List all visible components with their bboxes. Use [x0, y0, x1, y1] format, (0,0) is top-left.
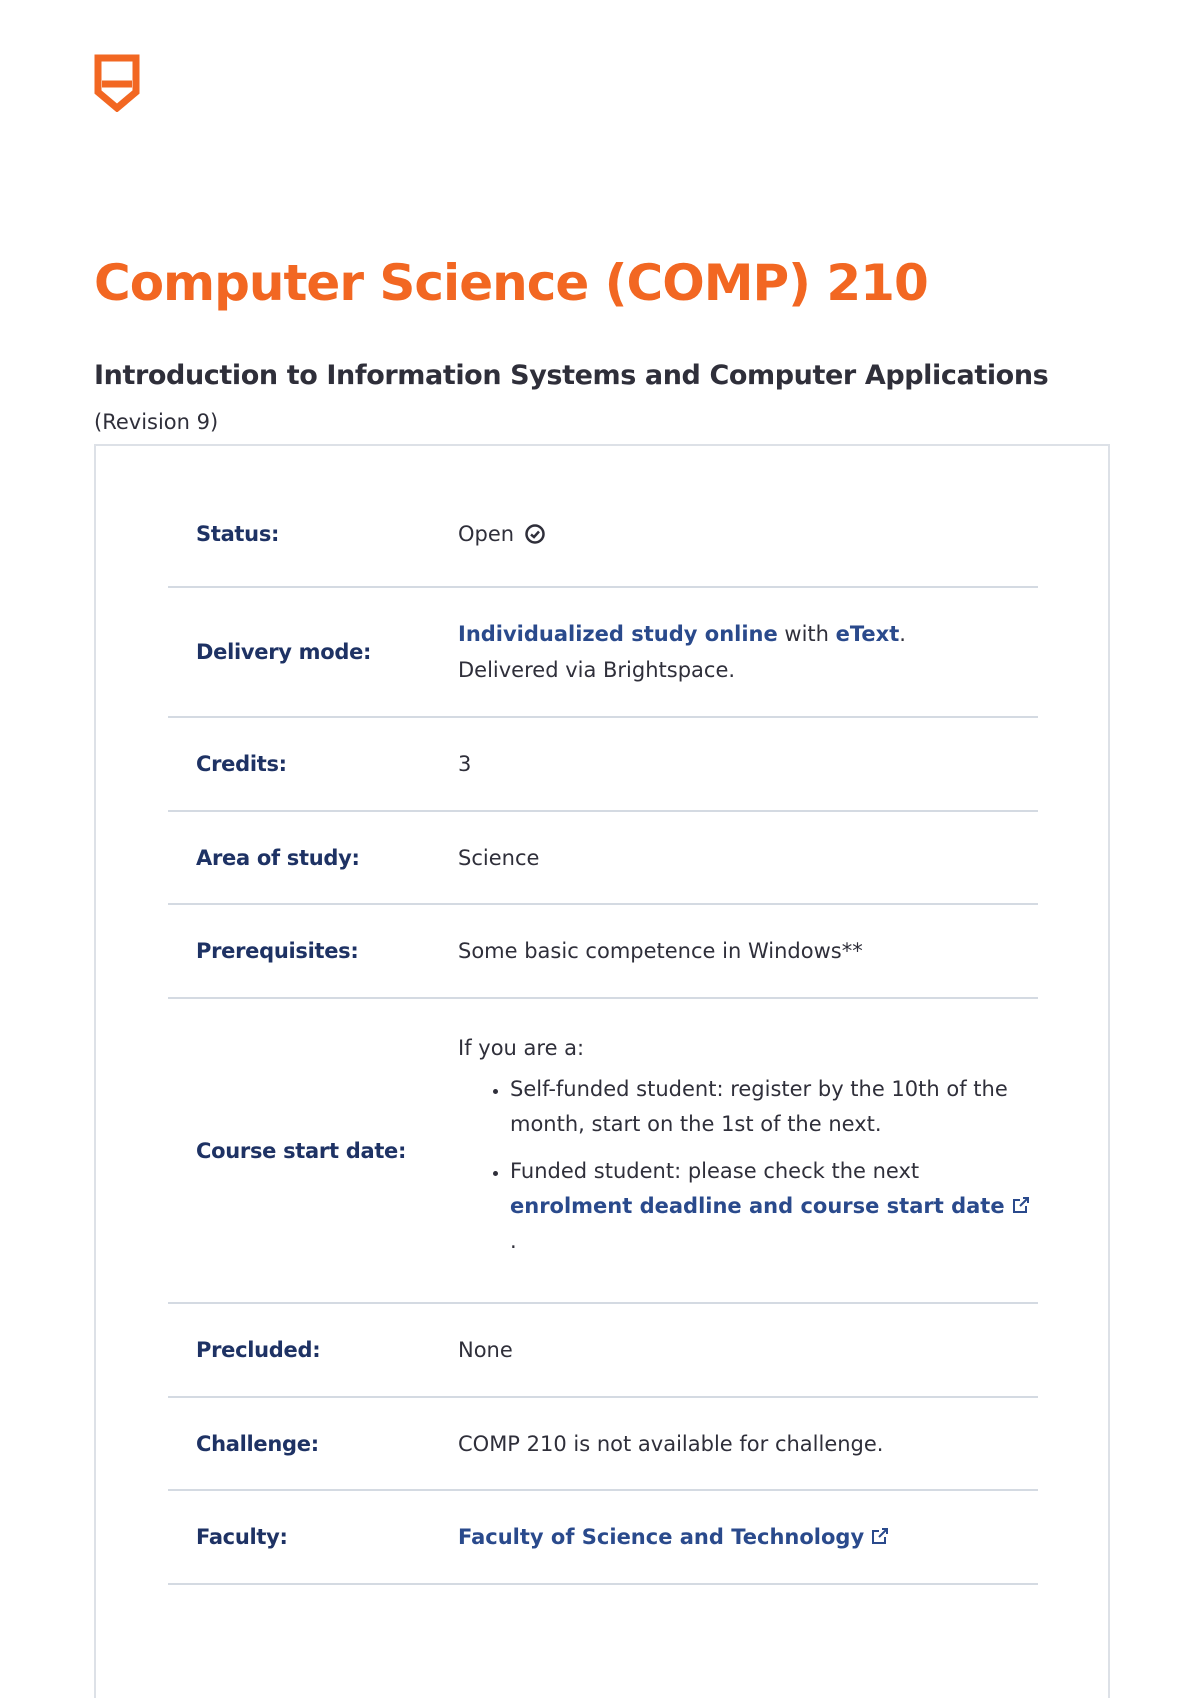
course-info-table: [168, 446, 1038, 1585]
delivery-period: .: [899, 622, 906, 646]
row-label: Course start date:: [196, 1138, 407, 1163]
row-delivery-mode: [168, 588, 1038, 718]
list-item: [510, 1154, 1038, 1259]
row-precluded: [168, 1304, 1038, 1398]
faculty-link[interactable]: [458, 1525, 890, 1549]
row-label: Prerequisites:: [196, 939, 359, 963]
start-options-list: [458, 1072, 1038, 1259]
precluded-value: None: [458, 1338, 513, 1362]
start-intro: If you are a:: [458, 1036, 585, 1060]
course-subtitle: Introduction to Information Systems and Computer Applications: [94, 360, 1049, 391]
delivery-value: [458, 616, 1038, 688]
faculty-link-text: Faculty of Science and Technology: [458, 1525, 865, 1549]
row-status: [168, 446, 1038, 588]
delivery-text: with: [777, 622, 836, 646]
external-link-icon: [870, 1526, 890, 1546]
list-item: • Self-funded student: register by the 10th of the month, start on the 1st of the next.: [510, 1072, 1038, 1142]
start-date-value: [458, 1030, 1038, 1271]
row-label: Precluded:: [196, 1338, 321, 1362]
row-label: Area of study:: [196, 845, 360, 870]
revision-label: (Revision 9): [94, 410, 219, 434]
row-course-start-date: [168, 999, 1038, 1304]
enrolment-deadline-link-text: enrolment deadline and course start date: [510, 1194, 1005, 1218]
row-label: Challenge:: [196, 1431, 319, 1456]
external-link-icon: [1011, 1195, 1031, 1215]
row-label: Credits:: [196, 752, 287, 776]
funded-end: .: [510, 1229, 517, 1253]
row-label: Delivery mode:: [196, 640, 372, 664]
page-title: Computer Science (COMP) 210: [94, 254, 928, 312]
funded-text: Funded student: please check the next: [510, 1159, 920, 1183]
shield-icon: [94, 54, 140, 112]
row-faculty: [168, 1491, 1038, 1585]
individualized-study-link[interactable]: Individualized study online: [458, 622, 778, 646]
area-value: Science: [458, 845, 540, 870]
row-prerequisites: [168, 905, 1038, 999]
status-text: Open: [458, 522, 515, 546]
row-label: Faculty:: [196, 1525, 288, 1549]
enrolment-deadline-link[interactable]: [510, 1194, 1031, 1218]
course-info-card: [94, 444, 1110, 1698]
row-area-of-study: [168, 812, 1038, 905]
prerequisites-value: Some basic competence in Windows**: [458, 939, 863, 963]
status-value: [458, 516, 1038, 552]
credits-value: 3: [458, 752, 472, 776]
row-label: Status:: [196, 522, 280, 546]
delivery-platform: Delivered via Brightspace.: [458, 658, 736, 682]
faculty-value: [458, 1519, 1038, 1555]
etext-link[interactable]: eText: [835, 622, 900, 646]
row-credits: [168, 718, 1038, 812]
check-circle-icon: [525, 524, 545, 544]
challenge-value: COMP 210 is not available for challenge.: [458, 1431, 884, 1456]
row-challenge: [168, 1398, 1038, 1491]
